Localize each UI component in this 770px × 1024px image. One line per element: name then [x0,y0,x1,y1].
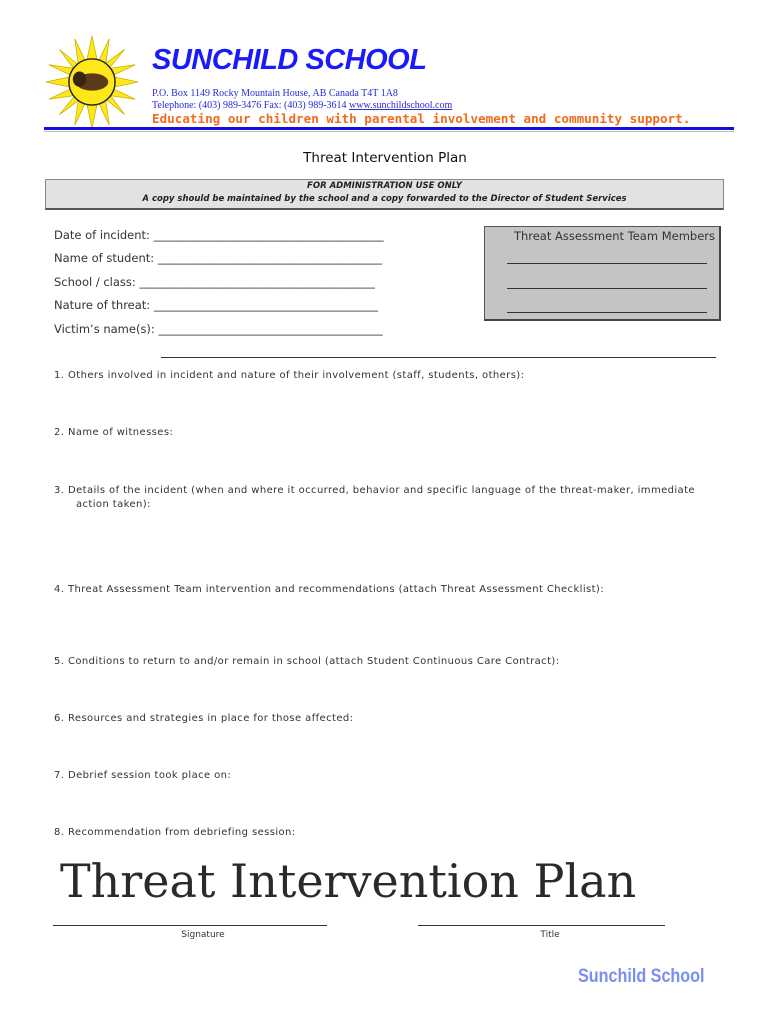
question-text: Debrief session took place on: [68,770,232,781]
victims-names-continuation-line[interactable] [161,357,716,358]
team-member-line[interactable] [507,288,707,289]
phone-fax: Telephone: (403) 989-3476 Fax: (403) 989-3614 [152,100,347,111]
sun-bison-logo [44,34,140,130]
signature-label: Signature [181,930,225,940]
title-label: Title [540,930,560,940]
question-number: 7. [54,770,65,781]
question-1 [54,369,524,383]
team-members-heading: Threat Assessment Team Members [513,229,715,243]
question-number: 8. [54,827,65,838]
header-divider-shadow [44,131,734,132]
page-title: Threat Intervention Plan [303,150,467,166]
question-number: 2. [54,427,65,438]
admin-notice-box [45,179,724,210]
question-7 [54,769,231,783]
school-address [152,88,452,112]
question-6 [54,712,353,726]
footer-school-name: Sunchild School [578,966,705,987]
admin-notice-line2: A copy should be maintained by the school and a copy forwarded to the Director of Student Services [142,194,627,204]
question-8 [54,826,296,840]
victims-names-field[interactable]: Victim’s name(s): _______________________________________ [54,322,383,336]
watermark: Threat Intervention Plan [60,854,637,908]
question-text: Threat Assessment Team intervention and recommendations (attach Threat Assessment Checklist): [68,584,604,595]
question-5 [54,655,559,669]
question-3 [54,484,724,512]
question-text: Recommendation from debriefing session: [68,827,296,838]
signature-line[interactable] [53,925,327,926]
question-text: Others involved in incident and nature of their involvement (staff, students, others): [68,370,525,381]
question-number: 4. [54,584,65,595]
date-of-incident-field[interactable]: Date of incident: ________________________________________ [54,228,384,242]
address-line: P.O. Box 1149 Rocky Mountain House, AB Canada T4T 1A8 [152,88,398,99]
question-text: Resources and strategies in place for those affected: [68,713,354,724]
website-link[interactable]: www.sunchildschool.com [349,100,453,111]
admin-notice-line1: FOR ADMINISTRATION USE ONLY [307,181,462,191]
header-divider [44,127,734,130]
title-line[interactable] [418,925,665,926]
school-name: SUNCHILD SCHOOL [152,44,427,76]
team-members-box [484,226,721,321]
team-member-line[interactable] [507,263,707,264]
question-2 [54,426,173,440]
question-text-continued: action taken): [76,499,151,510]
nature-of-threat-field[interactable]: Nature of threat: _______________________________________ [54,298,379,312]
question-4 [54,583,604,597]
question-text: Conditions to return to and/or remain in school (attach Student Continuous Care Contract): [68,656,560,667]
school-motto: Educating our children with parental involvement and community support. [152,111,691,126]
team-member-line[interactable] [507,312,707,313]
school-class-field[interactable]: School / class: _________________________________________ [54,275,376,289]
question-number: 3. [54,485,65,496]
question-number: 1. [54,370,65,381]
question-number: 6. [54,713,65,724]
name-of-student-field[interactable]: Name of student: _______________________________________ [54,251,383,265]
question-number: 5. [54,656,65,667]
question-text: Details of the incident (when and where it occurred, behavior and specific language of the threat-maker, immediate [68,485,695,496]
question-text: Name of witnesses: [68,427,174,438]
